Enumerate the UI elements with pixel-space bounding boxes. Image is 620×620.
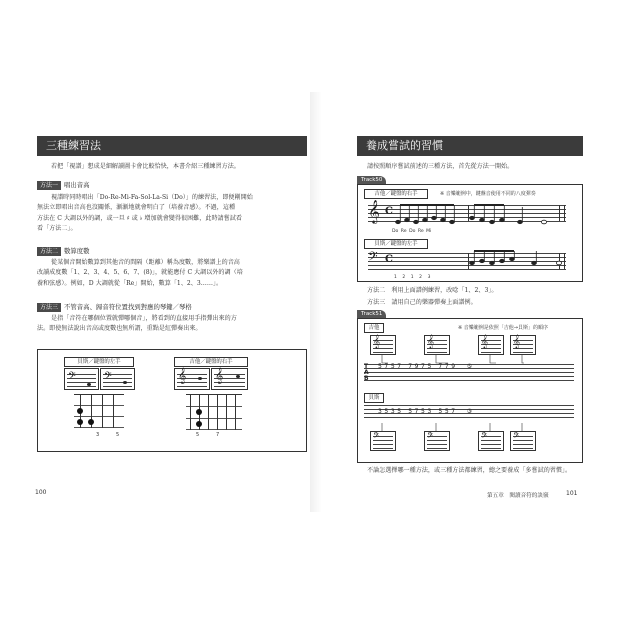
tab-number: 3 bbox=[427, 408, 434, 415]
tab-number: 7 bbox=[438, 363, 445, 370]
tab-number: 3 bbox=[378, 408, 385, 415]
degree: 1 bbox=[394, 275, 397, 280]
tab-number: 5 bbox=[390, 363, 398, 370]
treble-clef-icon: 𝄞 bbox=[368, 199, 380, 223]
right-section-title: 養成嘗試的習慣 bbox=[357, 136, 583, 156]
note bbox=[198, 377, 202, 380]
bass-clef-icon: 𝄢 bbox=[373, 432, 380, 443]
tab-number: 5 bbox=[421, 408, 428, 415]
method2-tag: 方法二 bbox=[37, 247, 61, 256]
treble-staff-2 bbox=[211, 368, 248, 390]
tab-number: 7 bbox=[397, 363, 404, 370]
tab-number: 7 bbox=[384, 363, 391, 370]
degree: 2 bbox=[419, 275, 422, 280]
bass-clef-icon: 𝄢 bbox=[104, 370, 112, 384]
method1-title: 唱出音高 bbox=[64, 181, 90, 189]
chapter-footer: 第五章 閱讀音符的訣竅 bbox=[487, 493, 549, 499]
note bbox=[87, 383, 91, 386]
track51-note: ※ 音樂範例是依照「吉他→貝斯」的順序 bbox=[458, 325, 548, 331]
method3-instruction: 方法三 請用自己的樂器彈奏上面譜例。 bbox=[367, 299, 477, 306]
tab-number: 5 bbox=[408, 408, 415, 415]
method1-body bbox=[37, 193, 307, 235]
track51-bass-box bbox=[370, 431, 396, 451]
track50-bass-label: 貝斯／鍵盤的左手 bbox=[364, 239, 428, 249]
right-page-number: 101 bbox=[566, 490, 578, 497]
tab-number: 7 bbox=[408, 363, 415, 370]
bass-fret-number: 3 bbox=[96, 432, 100, 438]
method1-line: 視譜時同時唱出「Do-Re-Mi-Fa-Sol-La-Si（Do）」的練習法，即便剛開始 bbox=[51, 194, 253, 201]
guitar-fret-number: 5 bbox=[196, 432, 200, 438]
track51-tag: Track51 bbox=[357, 310, 386, 318]
guitar-fret-number: 7 bbox=[216, 432, 220, 438]
tab-clef-icon: T A B bbox=[364, 363, 369, 382]
track51-guitar-tab bbox=[364, 364, 574, 382]
method2-line: 改讀成度數「1、2、3、4、5、6、7、(8)」，就能應付 C 大調以外的調（培 bbox=[37, 269, 243, 277]
tab-number: 3 bbox=[390, 408, 398, 415]
track51-bass-connectors bbox=[378, 423, 528, 433]
tab-number: 7 bbox=[414, 408, 422, 415]
guitar-tab-numbers bbox=[378, 363, 475, 370]
tab-number: 7 bbox=[421, 363, 428, 370]
right-page bbox=[321, 92, 583, 512]
method2-body bbox=[37, 258, 307, 289]
method3-line: 是指「音符在哪個位置就彈哪個音」，將看到的直接用手指彈出來的方 bbox=[51, 315, 237, 322]
track51-guitar-box bbox=[370, 335, 396, 355]
method3-title: 不管音高、歸音符位置找到對應的琴鍵／琴格 bbox=[64, 303, 192, 311]
note bbox=[123, 381, 127, 384]
method2-line: 從某個音開始數算到其他音的間隔（距離）稱為度數，將樂譜上的音高 bbox=[51, 259, 240, 266]
tab-number: 9 bbox=[414, 363, 422, 370]
bass-tab-numbers bbox=[378, 408, 475, 415]
treble-clef-icon: 𝄞 bbox=[427, 334, 435, 348]
treble-clef-icon: 𝄞 bbox=[513, 334, 521, 348]
tab-number: 5 bbox=[397, 408, 404, 415]
guitar-label: 吉他／鍵盤的右手 bbox=[174, 357, 248, 367]
method1-tag: 方法一 bbox=[37, 181, 61, 190]
treble-staff-1 bbox=[174, 368, 210, 390]
method1-line: 看「方法二」。 bbox=[37, 225, 77, 233]
tab-number: ③ bbox=[466, 408, 475, 415]
method3-body bbox=[37, 314, 307, 335]
method1-heading bbox=[37, 180, 90, 190]
note bbox=[236, 375, 240, 378]
bass-clef-icon: 𝄢 bbox=[427, 432, 434, 443]
bass-clef-icon: 𝄢 bbox=[68, 370, 76, 384]
tab-number: 5 bbox=[438, 408, 445, 415]
track50-figure bbox=[357, 184, 583, 282]
method2-instruction: 方法二 利用上面譜例練習，改唸「1、2、3」。 bbox=[367, 287, 498, 294]
track51-guitar-box bbox=[478, 335, 504, 355]
fret-dot bbox=[196, 409, 202, 415]
left-page-number: 100 bbox=[35, 489, 47, 496]
track50-treble-notes bbox=[394, 201, 574, 227]
track51-bass-tab bbox=[364, 405, 574, 419]
method3-heading bbox=[37, 302, 192, 312]
treble-clef-icon: 𝄞 bbox=[215, 368, 224, 384]
guitar-fretboard bbox=[186, 394, 242, 430]
degree: 3 bbox=[427, 275, 431, 280]
method3-tag: 方法三 bbox=[37, 303, 61, 312]
bass-clef-icon: 𝄢 bbox=[481, 432, 488, 443]
left-page bbox=[33, 92, 309, 512]
method3-line: 法。即使無法說出音高或度數也無所謂，重點是紅彈奏出來。 bbox=[37, 325, 202, 333]
common-time-icon: C bbox=[385, 254, 393, 265]
instrument-figure bbox=[37, 349, 307, 452]
method1-line: 無法立即唱出音高也沒關係，漸漸地就會明白了（培養音感）。不過，這種 bbox=[37, 204, 236, 212]
tab-number: 5 bbox=[427, 363, 434, 370]
tab-number: 5 bbox=[444, 408, 452, 415]
bass-clef-icon: 𝄢 bbox=[368, 249, 378, 267]
tab-number: 7 bbox=[451, 408, 458, 415]
track51-bass-box bbox=[510, 431, 536, 451]
treble-clef-icon: 𝄞 bbox=[481, 334, 489, 348]
tab-number: 5 bbox=[384, 408, 391, 415]
track51-bass-label: 貝斯 bbox=[364, 393, 384, 403]
bass-label: 貝斯／鍵盤的左手 bbox=[64, 357, 134, 367]
track50-degrees bbox=[394, 275, 430, 280]
bass-staff-2 bbox=[100, 368, 135, 390]
treble-clef-icon: 𝄞 bbox=[373, 334, 381, 348]
fret-dot bbox=[77, 408, 83, 414]
track50-bass-notes bbox=[394, 247, 574, 275]
common-time-icon: C bbox=[385, 206, 393, 217]
fret-dot bbox=[88, 419, 94, 425]
track51-bass-box bbox=[478, 431, 504, 451]
tab-number: ⑤ bbox=[466, 363, 475, 370]
treble-clef-icon: 𝄞 bbox=[178, 368, 187, 384]
bass-fretboard bbox=[74, 394, 124, 428]
degree: 2 bbox=[402, 275, 406, 280]
method2-heading bbox=[37, 246, 90, 256]
closing-paragraph: 不論怎選擇哪一種方法，或三種方法都練習，總之要養成「多嘗試的習慣」。 bbox=[367, 467, 572, 474]
bass-staff-1 bbox=[64, 368, 99, 390]
bass-clef-icon: 𝄢 bbox=[513, 432, 520, 443]
left-section-title: 三種練習法 bbox=[37, 136, 307, 156]
bass-fret-number: 5 bbox=[116, 432, 120, 438]
left-intro: 若把「視譜」想成是細解讀圖卡會比較恰快，本書介紹三種練習方法。 bbox=[51, 163, 240, 170]
track51-bass-box bbox=[424, 431, 450, 451]
method1-line: 方法在 C 大調以外的調，或一旦 ♯ 或 ♭ 增加就會變得很困難，此時請嘗試看 bbox=[37, 214, 242, 222]
method2-title: 數算度數 bbox=[64, 247, 90, 255]
tab-number: 5 bbox=[378, 363, 385, 370]
track51-guitar-box bbox=[510, 335, 536, 355]
track50-guitar-label: 吉他／鍵盤的右手 bbox=[364, 189, 428, 199]
track50-solfege: Do Re Do Re Mi bbox=[392, 229, 432, 234]
right-intro: 請按照順序嘗試前述的三種方法，首先從方法一開始。 bbox=[367, 163, 514, 170]
tab-number: 9 bbox=[451, 363, 458, 370]
track50-note: ※ 音樂範例中，鍵盤音使用不同的八度彈奏 bbox=[440, 191, 536, 197]
fret-dot bbox=[196, 421, 202, 427]
track51-guitar-box bbox=[424, 335, 450, 355]
tab-number: 7 bbox=[444, 363, 452, 370]
degree: 1 bbox=[410, 275, 414, 280]
track51-figure bbox=[357, 318, 583, 463]
track50-tag: Track50 bbox=[357, 176, 386, 184]
fret-dot bbox=[77, 419, 83, 425]
method2-line: 養和弦感）。例如，D 大調就從「Re」開始，數算「1、2、3……」。 bbox=[37, 279, 223, 287]
track51-guitar-label: 吉他 bbox=[364, 323, 384, 333]
